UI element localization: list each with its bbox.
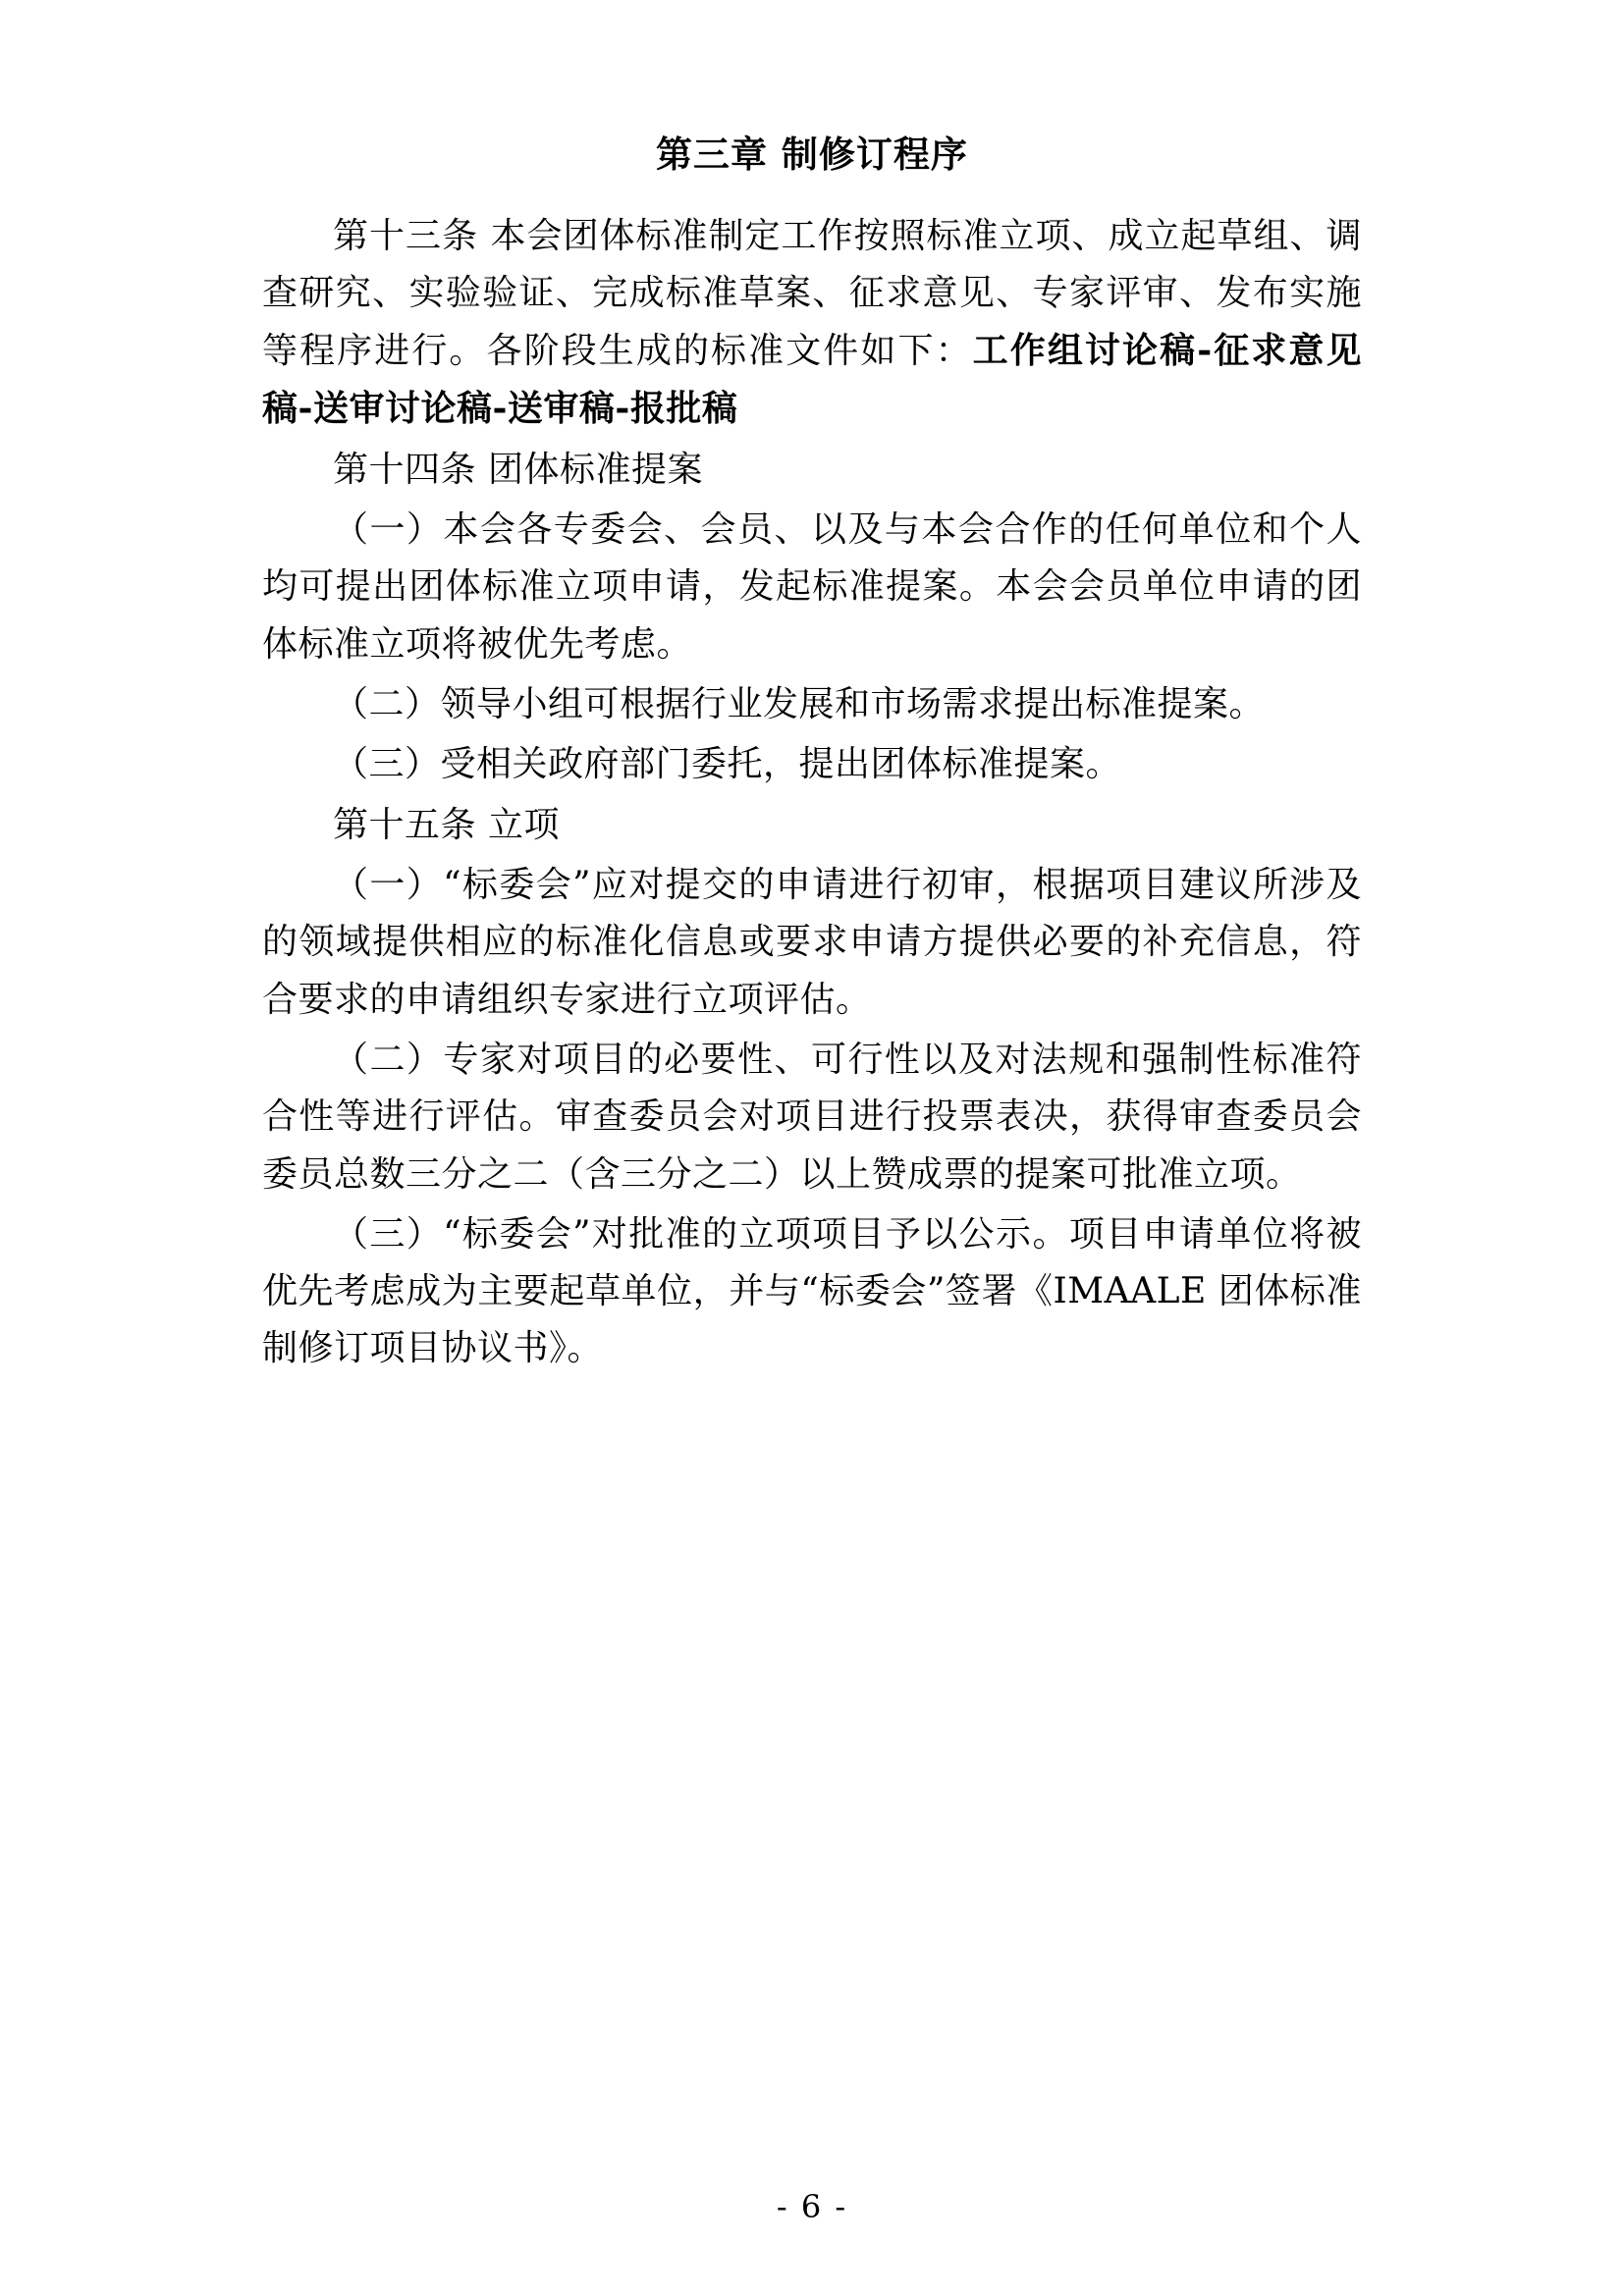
- paragraph-bold-tail: 工作组讨论稿-征求意见稿-送审讨论稿-送审稿-报批稿: [262, 330, 1362, 430]
- paragraph-article-14-item-2: （二）领导小组可根据行业发展和市场需求提出标准提案。: [333, 684, 1266, 724]
- paragraph-article-14-item-3: （三）受相关政府部门委托，提出团体标准提案。: [333, 744, 1122, 785]
- paragraph-text: 第十三条 本会团体标准制定工作按照标准立项、成立起草组、调查研究、实验验证、完成标准草案、征求意见、专家评审、发布实施等程序进行。各阶段生成的标准文件如下：: [262, 215, 1362, 372]
- paragraph-article-14-item-1: （一）本会各专委会、会员、以及与本会合作的任何单位和个人均可提出团体标准立项申请，发起标准提案。本会会员单位申请的团体标准立项将被优先考虑。: [262, 509, 1362, 665]
- page-number: - 6 -: [776, 2188, 848, 2225]
- paragraph-article-15-item-2: （二）专家对项目的必要性、可行性以及对法规和强制性标准符合性等进行评估。审查委员会对项目进行投票表决，获得审查委员会委员总数三分之二（含三分之二）以上赞成票的提案可批准立项。: [262, 1039, 1362, 1195]
- paragraph-article-14-heading: 第十四条 团体标准提案: [333, 449, 703, 490]
- paragraph-article-15-heading: 第十五条 立项: [333, 804, 560, 845]
- chapter-title: 第三章 制修订程序: [656, 133, 968, 176]
- paragraph-article-13: [262, 208, 1362, 439]
- document-body: [262, 128, 1362, 1378]
- paragraph-article-15-item-1: （一）“标委会”应对提交的申请进行初审，根据项目建议所涉及的领域提供相应的标准化信息或要求申请方提供必要的补充信息，符合要求的申请组织专家进行立项评估。: [262, 864, 1362, 1020]
- paragraph-article-15-item-3: （三）“标委会”对批准的立项项目予以公示。项目申请单位将被优先考虑成为主要起草单位，并与“标委会”签署《IMAALE 团体标准制修订项目协议书》。: [262, 1213, 1362, 1369]
